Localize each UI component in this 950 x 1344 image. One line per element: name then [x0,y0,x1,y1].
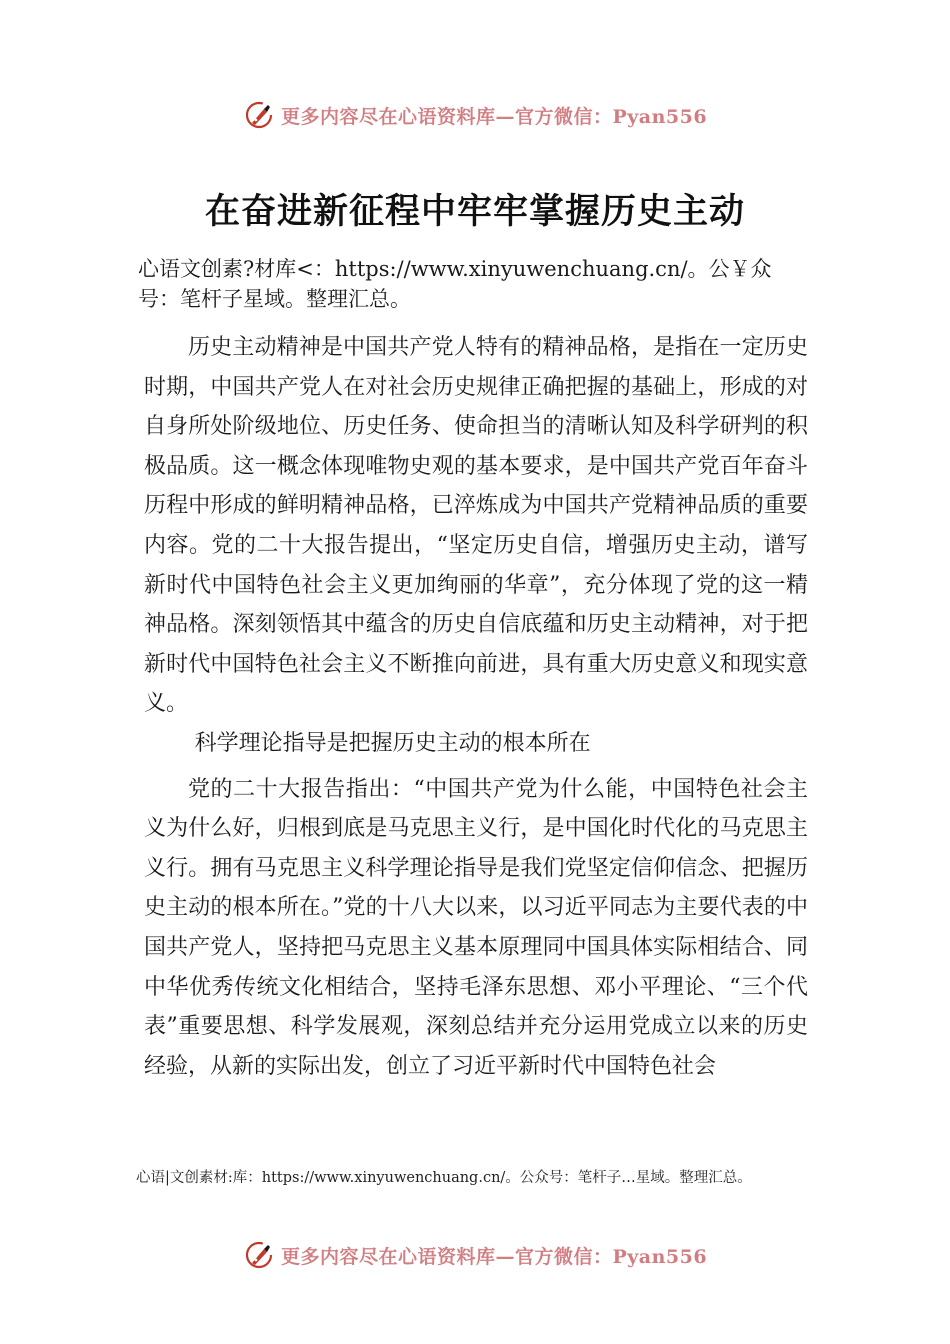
footer-banner [0,1235,950,1275]
document-body [144,328,808,1086]
footer-source-note: 心语|文创素材:库：https://www.xinyuwenchuang.cn/。公众号：笔杆子…星域。整理汇总。 [136,1170,752,1186]
pen-nib-logo-icon [243,99,275,131]
header-banner [0,95,950,135]
document-title: 在奋进新征程中牢牢掌握历史主动 [204,191,745,232]
section-heading: 科学理论指导是把握历史主动的根本所在 [194,730,591,756]
pen-nib-logo-icon [243,1239,275,1271]
header-banner-text: 更多内容尽在心语资料库—官方微信：Pyan556 [280,105,708,128]
footer-banner-text: 更多内容尽在心语资料库—官方微信：Pyan556 [280,1245,708,1268]
section-paragraph: 党的二十大报告指出：“中国共产党为什么能，中国特色社会主义为什么好，归根到底是马克思主义行，是中国化时代化的马克思主义行。拥有马克思主义科学理论指导是我们党坚定信仰信念、把握历史主动的根本所在。”党的十八大以来，以习近平同志为主要代表的中国共产党人，坚持把马克思主义基本原理同中国具体实际相结合、同中华优秀传统文化相结合，坚持毛泽东思想、邓小平理论、“三个代表”重要思想、科学发展观，深刻总结并充分运用党成立以来的历史经验，从新的实际出发，创立了习近平新时代中国特色社会 [144,776,808,1079]
source-line: 心语文创素?材库<：https://www.xinyuwenchuang.cn/。公￥众号：笔杆子星域。整理汇总。 [138,257,772,311]
intro-paragraph: 历史主动精神是中国共产党人特有的精神品格，是指在一定历史时期，中国共产党人在对社会历史规律正确把握的基础上，形成的对自身所处阶级地位、历史任务、使命担当的清晰认知及科学研判的积极品质。这一概念体现唯物史观的基本要求，是中国共产党百年奋斗历程中形成的鲜明精神品格，已淬炼成为中国共产党精神品质的重要内容。党的二十大报告提出，“坚定历史自信，增强历史主动，谱写新时代中国特色社会主义更加绚丽的华章”，充分体现了党的这一精神品格。深刻领悟其中蕴含的历史自信底蕴和历史主动精神，对于把新时代中国特色社会主义不断推向前进，具有重大历史意义和现实意义。 [144,335,808,717]
